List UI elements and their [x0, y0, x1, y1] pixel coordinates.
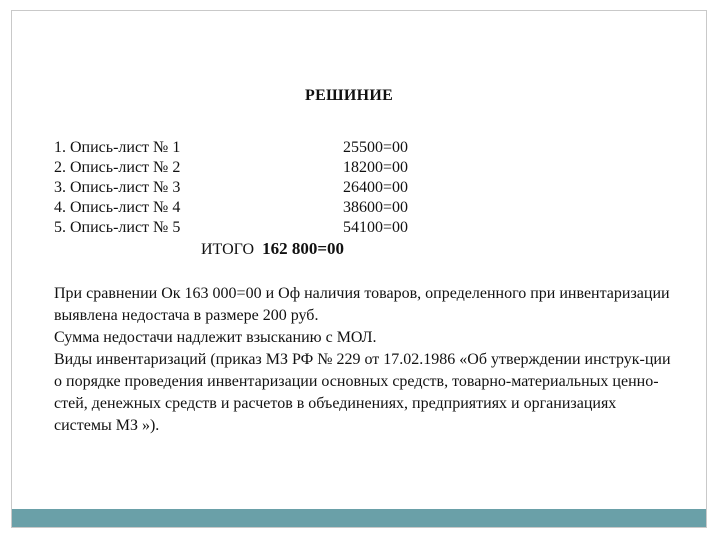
total-value: 162 800=00 [262, 239, 345, 258]
list-item-label: 2. Опись-лист № 2 [54, 159, 181, 176]
list-item-label: 5. Опись-лист № 5 [54, 219, 181, 236]
list-item [54, 199, 654, 221]
list-item-amount: 38600=00 [343, 199, 409, 216]
list-item [54, 139, 654, 161]
list-item-amount: 18200=00 [343, 159, 409, 176]
slide [11, 10, 707, 528]
body-text [54, 283, 674, 437]
list-item [54, 179, 654, 201]
total-label: ИТОГО [201, 241, 255, 258]
list-item-label: 3. Опись-лист № 3 [54, 179, 181, 196]
list-item-label: 1. Опись-лист № 1 [54, 139, 181, 156]
list-item-label: 4. Опись-лист № 4 [54, 199, 181, 216]
footer-bar [12, 509, 706, 527]
paragraph-inventory-types: Виды инвентаризаций (приказ МЗ РФ № 229 от 17.02.1986 «Об утверждении инструк-ции о порядке проведения инвентаризации основных средств, товарно-материальных ценно-стей, денежных средств и расчетов в объединениях, предприятиях и организациях системы МЗ »). [54, 351, 671, 434]
list-item [54, 159, 654, 181]
list-item-amount: 26400=00 [343, 179, 409, 196]
total-line [201, 239, 344, 259]
paragraph-recovery: Сумма недостачи надлежит взысканию с МОЛ. [54, 329, 377, 346]
list-item-amount: 25500=00 [343, 139, 409, 156]
page-title: РЕШИНИЕ [305, 87, 394, 104]
list-item-amount: 54100=00 [343, 219, 409, 236]
list-item [54, 219, 654, 241]
paragraph-shortage: При сравнении Ок 163 000=00 и Оф наличия товаров, определенного при инвентаризации выявлена недостача в размере 200 руб. [54, 285, 670, 324]
